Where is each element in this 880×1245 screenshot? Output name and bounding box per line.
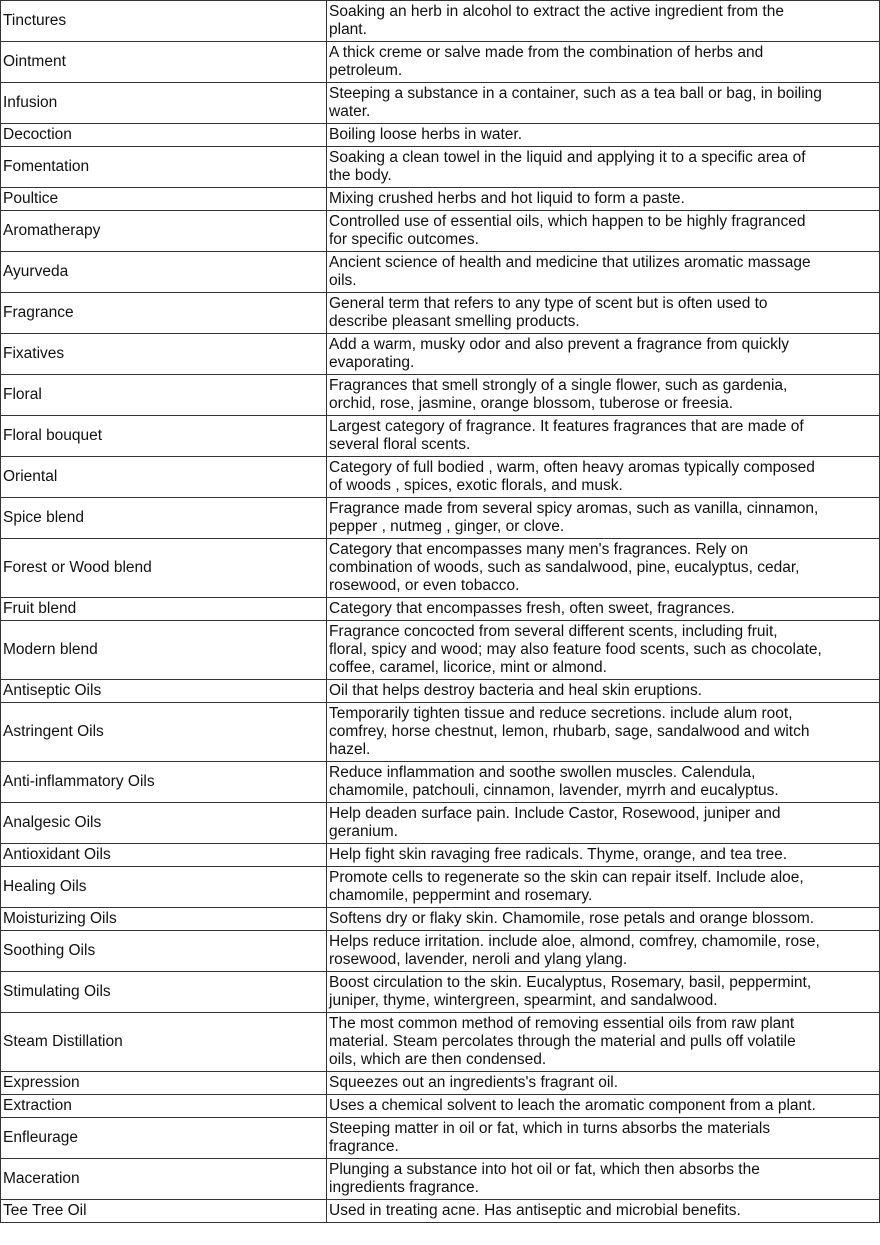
table-row	[1, 375, 880, 416]
definition-cell: Uses a chemical solvent to leach the aromatic component from a plant.	[327, 1095, 880, 1118]
table-row	[1, 539, 880, 598]
term-cell: Spice blend	[1, 498, 327, 539]
definition-cell: A thick creme or salve made from the combination of herbs and petroleum.	[327, 42, 880, 83]
term-cell: Fomentation	[1, 147, 327, 188]
term-cell: Expression	[1, 1072, 327, 1095]
definition-cell: General term that refers to any type of scent but is often used to describe pleasant smelling products.	[327, 293, 880, 334]
table-row	[1, 598, 880, 621]
table-row	[1, 621, 880, 680]
term-cell: Antiseptic Oils	[1, 680, 327, 703]
definition-cell: The most common method of removing essential oils from raw plant material. Steam percolates through the material and pulls off volatile oils, which are then condensed.	[327, 1013, 880, 1072]
table-row	[1, 703, 880, 762]
term-cell: Fixatives	[1, 334, 327, 375]
term-cell: Enfleurage	[1, 1118, 327, 1159]
table-row	[1, 416, 880, 457]
table-row	[1, 1095, 880, 1118]
table-row	[1, 844, 880, 867]
term-cell: Tinctures	[1, 1, 327, 42]
term-cell: Ayurveda	[1, 252, 327, 293]
table-row	[1, 931, 880, 972]
table-row	[1, 1072, 880, 1095]
term-cell: Fragrance	[1, 293, 327, 334]
definition-cell: Mixing crushed herbs and hot liquid to form a paste.	[327, 188, 880, 211]
term-cell: Ointment	[1, 42, 327, 83]
table-row	[1, 908, 880, 931]
definition-cell: Oil that helps destroy bacteria and heal skin eruptions.	[327, 680, 880, 703]
table-row	[1, 1200, 880, 1223]
term-cell: Forest or Wood blend	[1, 539, 327, 598]
definition-cell: Steeping a substance in a container, such as a tea ball or bag, in boiling water.	[327, 83, 880, 124]
table-row	[1, 211, 880, 252]
definition-cell: Fragrance made from several spicy aromas, such as vanilla, cinnamon, pepper , nutmeg , ginger, or clove.	[327, 498, 880, 539]
definition-cell: Fragrance concocted from several different scents, including fruit, floral, spicy and wood; may also feature food scents, such as chocolate, coffee, caramel, licorice, mint or almond.	[327, 621, 880, 680]
table-row	[1, 972, 880, 1013]
table-row	[1, 1013, 880, 1072]
term-cell: Aromatherapy	[1, 211, 327, 252]
definition-cell: Soaking an herb in alcohol to extract the active ingredient from the plant.	[327, 1, 880, 42]
definition-cell: Add a warm, musky odor and also prevent a fragrance from quickly evaporating.	[327, 334, 880, 375]
definition-cell: Plunging a substance into hot oil or fat, which then absorbs the ingredients fragrance.	[327, 1159, 880, 1200]
table-row	[1, 124, 880, 147]
table-row	[1, 83, 880, 124]
definition-cell: Help deaden surface pain. Include Castor, Rosewood, juniper and geranium.	[327, 803, 880, 844]
table-row	[1, 867, 880, 908]
definition-cell: Soaking a clean towel in the liquid and applying it to a specific area of the body.	[327, 147, 880, 188]
term-cell: Healing Oils	[1, 867, 327, 908]
term-cell: Oriental	[1, 457, 327, 498]
term-cell: Floral	[1, 375, 327, 416]
term-cell: Tee Tree Oil	[1, 1200, 327, 1223]
term-cell: Moisturizing Oils	[1, 908, 327, 931]
definition-cell: Category that encompasses many men's fragrances. Rely on combination of woods, such as sandalwood, pine, eucalyptus, cedar, rosewood, or even tobacco.	[327, 539, 880, 598]
term-cell: Steam Distillation	[1, 1013, 327, 1072]
definition-cell: Used in treating acne. Has antiseptic and microbial benefits.	[327, 1200, 880, 1223]
term-cell: Analgesic Oils	[1, 803, 327, 844]
definition-cell: Largest category of fragrance. It features fragrances that are made of several floral scents.	[327, 416, 880, 457]
table-row	[1, 762, 880, 803]
definition-cell: Temporarily tighten tissue and reduce secretions. include alum root, comfrey, horse chestnut, lemon, rhubarb, sage, sandalwood and witch hazel.	[327, 703, 880, 762]
definition-cell: Category of full bodied , warm, often heavy aromas typically composed of woods , spices, exotic florals, and musk.	[327, 457, 880, 498]
table-row	[1, 1118, 880, 1159]
definition-cell: Fragrances that smell strongly of a single flower, such as gardenia, orchid, rose, jasmine, orange blossom, tuberose or freesia.	[327, 375, 880, 416]
definition-cell: Help fight skin ravaging free radicals. Thyme, orange, and tea tree.	[327, 844, 880, 867]
table-row	[1, 803, 880, 844]
definition-cell: Reduce inflammation and soothe swollen muscles. Calendula, chamomile, patchouli, cinnamon, lavender, myrrh and eucalyptus.	[327, 762, 880, 803]
term-cell: Floral bouquet	[1, 416, 327, 457]
term-cell: Extraction	[1, 1095, 327, 1118]
definition-cell: Category that encompasses fresh, often sweet, fragrances.	[327, 598, 880, 621]
term-cell: Modern blend	[1, 621, 327, 680]
table-row	[1, 680, 880, 703]
table-row	[1, 252, 880, 293]
definition-cell: Steeping matter in oil or fat, which in turns absorbs the materials fragrance.	[327, 1118, 880, 1159]
term-cell: Fruit blend	[1, 598, 327, 621]
term-cell: Maceration	[1, 1159, 327, 1200]
table-row	[1, 147, 880, 188]
term-cell: Infusion	[1, 83, 327, 124]
definition-cell: Ancient science of health and medicine that utilizes aromatic massage oils.	[327, 252, 880, 293]
term-cell: Antioxidant Oils	[1, 844, 327, 867]
term-cell: Astringent Oils	[1, 703, 327, 762]
table-row	[1, 293, 880, 334]
glossary-rows	[1, 1, 880, 1223]
term-cell: Stimulating Oils	[1, 972, 327, 1013]
term-cell: Decoction	[1, 124, 327, 147]
definition-cell: Boost circulation to the skin. Eucalyptus, Rosemary, basil, peppermint, juniper, thyme, wintergreen, spearmint, and sandalwood.	[327, 972, 880, 1013]
definition-cell: Softens dry or flaky skin. Chamomile, rose petals and orange blossom.	[327, 908, 880, 931]
definition-cell: Squeezes out an ingredients's fragrant oil.	[327, 1072, 880, 1095]
table-row	[1, 1159, 880, 1200]
definition-cell: Boiling loose herbs in water.	[327, 124, 880, 147]
table-row	[1, 42, 880, 83]
definition-cell: Controlled use of essential oils, which happen to be highly fragranced for specific outcomes.	[327, 211, 880, 252]
table-row	[1, 334, 880, 375]
definition-cell: Promote cells to regenerate so the skin can repair itself. Include aloe, chamomile, peppermint and rosemary.	[327, 867, 880, 908]
table-row	[1, 1, 880, 42]
definition-cell: Helps reduce irritation. include aloe, almond, comfrey, chamomile, rose, rosewood, lavender, neroli and ylang ylang.	[327, 931, 880, 972]
table-row	[1, 188, 880, 211]
table-row	[1, 498, 880, 539]
term-cell: Anti-inflammatory Oils	[1, 762, 327, 803]
term-cell: Poultice	[1, 188, 327, 211]
table-row	[1, 457, 880, 498]
term-cell: Soothing Oils	[1, 931, 327, 972]
